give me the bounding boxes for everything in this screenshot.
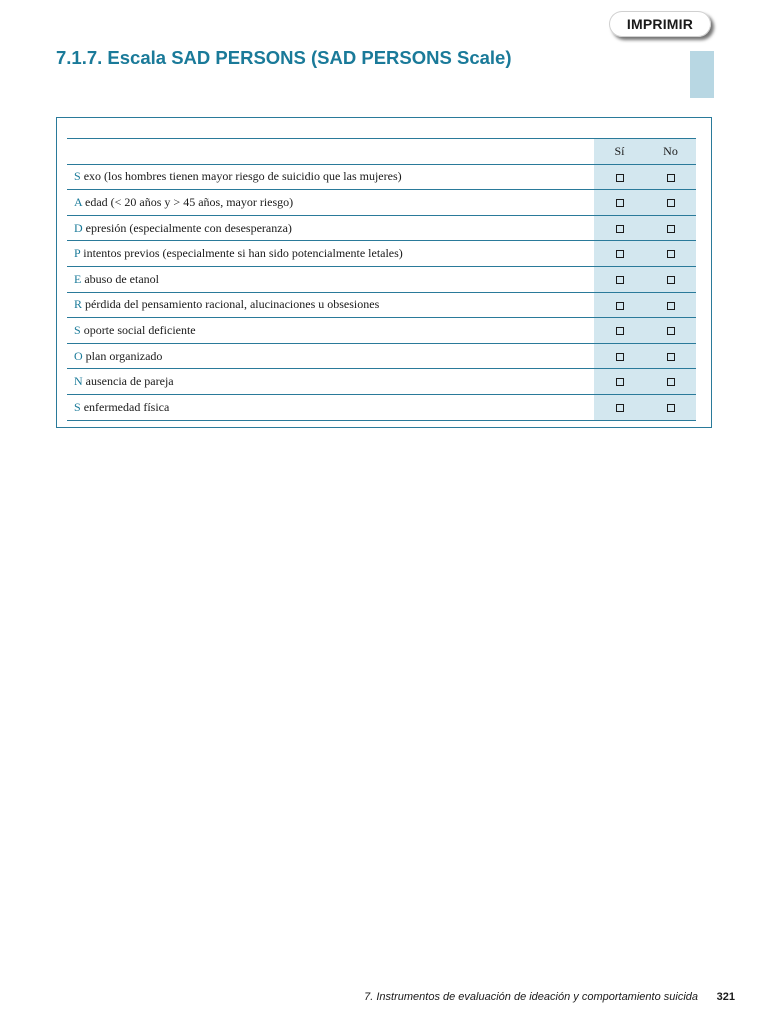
table-row bbox=[67, 164, 696, 190]
mnemonic-letter: A bbox=[74, 194, 83, 209]
no-cell bbox=[645, 394, 696, 420]
criterion-text: plan organizado bbox=[85, 348, 163, 363]
si-cell bbox=[594, 292, 645, 318]
criterion-text: epresión (especialmente con desesperanza) bbox=[85, 220, 292, 235]
no-cell bbox=[645, 292, 696, 318]
si-cell bbox=[594, 343, 645, 369]
si-checkbox[interactable] bbox=[616, 276, 624, 284]
no-checkbox[interactable] bbox=[667, 404, 675, 412]
si-checkbox[interactable] bbox=[616, 225, 624, 233]
side-tab bbox=[690, 51, 714, 98]
no-checkbox[interactable] bbox=[667, 353, 675, 361]
criterion-label bbox=[67, 164, 594, 190]
no-checkbox[interactable] bbox=[667, 276, 675, 284]
si-checkbox[interactable] bbox=[616, 327, 624, 335]
criterion-label bbox=[67, 394, 594, 420]
mnemonic-letter: E bbox=[74, 271, 82, 286]
no-checkbox[interactable] bbox=[667, 225, 675, 233]
criterion-text: abuso de etanol bbox=[84, 271, 159, 286]
no-checkbox[interactable] bbox=[667, 250, 675, 258]
no-cell bbox=[645, 164, 696, 190]
si-cell bbox=[594, 318, 645, 344]
si-cell bbox=[594, 190, 645, 216]
no-cell bbox=[645, 215, 696, 241]
print-button[interactable]: IMPRIMIR bbox=[609, 11, 711, 37]
si-cell bbox=[594, 241, 645, 267]
mnemonic-letter: S bbox=[74, 399, 81, 414]
criterion-text: intentos previos (especialmente si han sido potencialmente letales) bbox=[83, 246, 403, 261]
table-row bbox=[67, 266, 696, 292]
si-checkbox[interactable] bbox=[616, 353, 624, 361]
criterion-label bbox=[67, 266, 594, 292]
si-checkbox[interactable] bbox=[616, 302, 624, 310]
si-checkbox[interactable] bbox=[616, 174, 624, 182]
criterion-text: exo (los hombres tienen mayor riesgo de suicidio que las mujeres) bbox=[83, 169, 402, 184]
mnemonic-letter: S bbox=[74, 322, 81, 337]
mnemonic-letter: O bbox=[74, 348, 83, 363]
table-row bbox=[67, 190, 696, 216]
criterion-text: pérdida del pensamiento racional, alucinaciones u obsesiones bbox=[85, 297, 380, 312]
table-row bbox=[67, 215, 696, 241]
no-checkbox[interactable] bbox=[667, 199, 675, 207]
header-si: Sí bbox=[594, 139, 645, 165]
header-label bbox=[67, 139, 594, 165]
si-checkbox[interactable] bbox=[616, 250, 624, 258]
footer-chapter: 7. Instrumentos de evaluación de ideación y comportamiento suicida bbox=[364, 991, 698, 1003]
no-cell bbox=[645, 241, 696, 267]
criterion-label bbox=[67, 292, 594, 318]
mnemonic-letter: D bbox=[74, 220, 83, 235]
criterion-text: enfermedad física bbox=[83, 399, 170, 414]
si-cell bbox=[594, 164, 645, 190]
criterion-label bbox=[67, 343, 594, 369]
mnemonic-letter: S bbox=[74, 169, 81, 184]
criterion-label bbox=[67, 369, 594, 395]
mnemonic-letter: N bbox=[74, 374, 83, 389]
no-cell bbox=[645, 318, 696, 344]
no-cell bbox=[645, 343, 696, 369]
no-cell bbox=[645, 369, 696, 395]
criterion-label bbox=[67, 190, 594, 216]
table-row bbox=[67, 394, 696, 420]
page-number: 321 bbox=[716, 991, 735, 1003]
table-header-row bbox=[67, 139, 696, 165]
sad-persons-table bbox=[67, 138, 696, 421]
criterion-text: edad (< 20 años y > 45 años, mayor riesgo) bbox=[85, 194, 294, 209]
si-checkbox[interactable] bbox=[616, 404, 624, 412]
si-cell bbox=[594, 215, 645, 241]
table-row bbox=[67, 369, 696, 395]
page-title: 7.1.7. Escala SAD PERSONS (SAD PERSONS Scale) bbox=[56, 47, 512, 68]
criterion-label bbox=[67, 215, 594, 241]
mnemonic-letter: P bbox=[74, 246, 81, 261]
header-no: No bbox=[645, 139, 696, 165]
no-checkbox[interactable] bbox=[667, 327, 675, 335]
si-checkbox[interactable] bbox=[616, 199, 624, 207]
criterion-text: ausencia de pareja bbox=[85, 374, 174, 389]
si-cell bbox=[594, 369, 645, 395]
no-cell bbox=[645, 266, 696, 292]
no-checkbox[interactable] bbox=[667, 378, 675, 386]
si-cell bbox=[594, 266, 645, 292]
si-cell bbox=[594, 394, 645, 420]
table-row bbox=[67, 343, 696, 369]
no-cell bbox=[645, 190, 696, 216]
mnemonic-letter: R bbox=[74, 297, 83, 312]
si-checkbox[interactable] bbox=[616, 378, 624, 386]
criterion-label bbox=[67, 241, 594, 267]
table-row bbox=[67, 241, 696, 267]
criterion-label bbox=[67, 318, 594, 344]
no-checkbox[interactable] bbox=[667, 174, 675, 182]
table-row bbox=[67, 318, 696, 344]
table-row bbox=[67, 292, 696, 318]
no-checkbox[interactable] bbox=[667, 302, 675, 310]
criterion-text: oporte social deficiente bbox=[83, 322, 196, 337]
